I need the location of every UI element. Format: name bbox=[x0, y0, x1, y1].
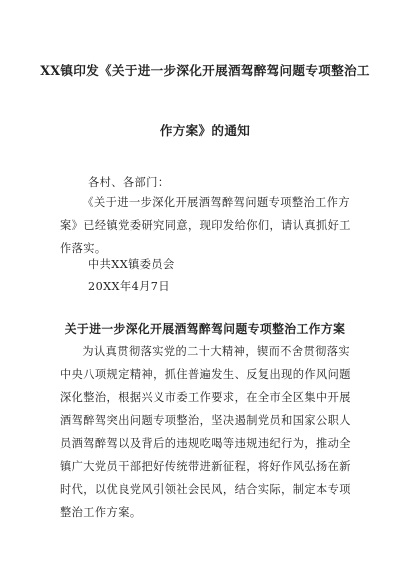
notice-title-line-1: XX镇印发《关于进一步深化开展酒驾醉驾问题专项整治工 bbox=[40, 63, 370, 78]
plan-title: 关于进一步深化开展酒驾醉驾问题专项整治工作方案 bbox=[64, 322, 346, 336]
notice-body-paragraph: 《关于进一步深化开展酒驾醉驾问题专项整治工作方案》已经镇党委研究同意，现印发给你们，请认真抓好工作落实。 bbox=[60, 196, 351, 255]
signature-date: 20XX年4月7日 bbox=[88, 280, 171, 293]
notice-title-line-2: 作方案》的通知 bbox=[159, 123, 251, 138]
plan-body-paragraph: 为认真贯彻落实党的二十大精神，锲而不舍贯彻落实中央八项规定精神，抓住普遍发生、反复出现的作风问题深化整治，根据兴义市委工作要求，在全市全区集中开展酒驾醉驾突出问题专项整治，坚决遏制党员和国家公职人员酒驾醉驾以及背后的违规吃喝等违规违纪行为，推动全镇广大党员干部把好传统带进新征程，将好作风弘扬在新时代，以优良党风引领社会民风，结合实际，制定本专项整治工作方案。 bbox=[60, 345, 351, 519]
signature-organization: 中共XX镇委员会 bbox=[88, 258, 175, 271]
salutation: 各村、各部门： bbox=[88, 176, 170, 189]
